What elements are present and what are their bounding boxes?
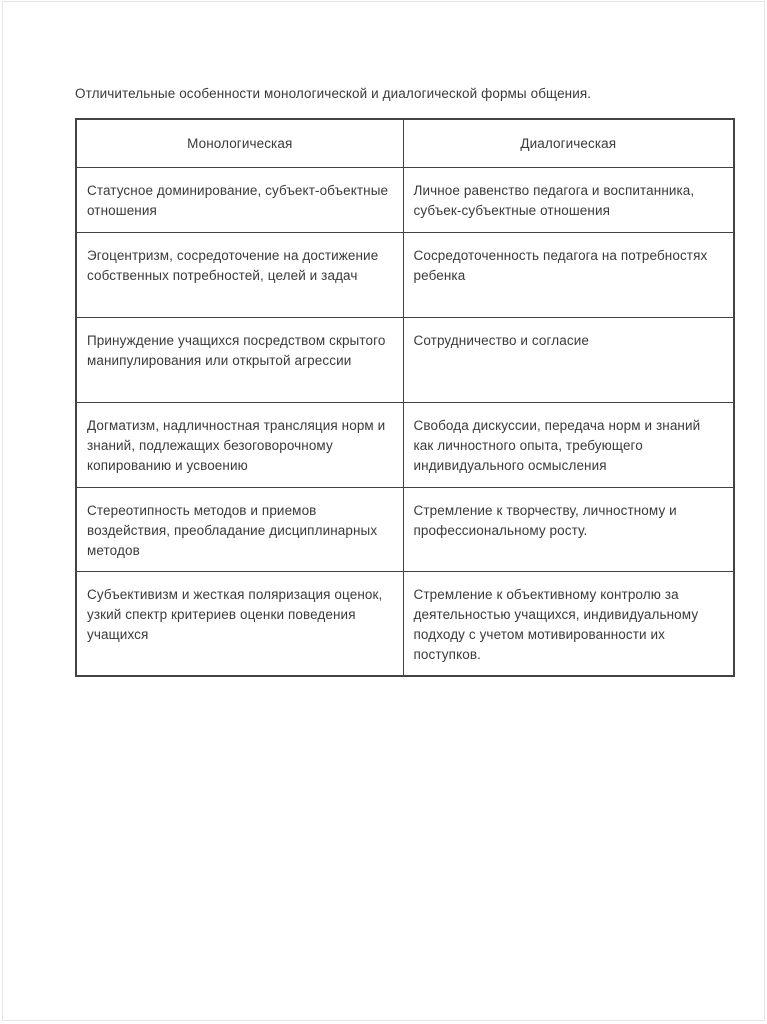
- cell-monological-1: Статусное доминирование, субъект-объектные отношения: [76, 167, 403, 232]
- table-row: [76, 167, 734, 232]
- cell-monological-2: Эгоцентризм, сосредоточение на достижение собственных потребностей, целей и задач: [76, 232, 403, 317]
- document-title: Отличительные особенности монологической и диалогической формы общения.: [75, 86, 592, 101]
- cell-dialogical-6: Стремление к объективному контролю за деятельностью учащихся, индивидуальному подходу с учетом мотивированности их поступков.: [403, 571, 734, 676]
- cell-dialogical-1: Личное равенство педагога и воспитанника, субъек-субъектные отношения: [403, 167, 734, 232]
- table-row: [76, 571, 734, 676]
- table-row: [76, 487, 734, 571]
- cell-monological-4: Догматизм, надличностная трансляция норм и знаний, подлежащих безоговорочному копированию и усвоению: [76, 402, 403, 487]
- cell-dialogical-5: Стремление к творчеству, личностному и профессиональному росту.: [403, 487, 734, 571]
- table-row: [76, 402, 734, 487]
- table-header-row: [76, 119, 734, 167]
- column-header-monological: Монологическая: [76, 119, 403, 167]
- table-row: [76, 317, 734, 402]
- table-row: [76, 232, 734, 317]
- cell-dialogical-4: Свобода дискуссии, передача норм и знаний как личностного опыта, требующего индивидуального осмысления: [403, 402, 734, 487]
- cell-monological-5: Стереотипность методов и приемов воздействия, преобладание дисциплинарных методов: [76, 487, 403, 571]
- column-header-dialogical: Диалогическая: [403, 119, 734, 167]
- cell-monological-6: Субъективизм и жесткая поляризация оценок, узкий спектр критериев оценки поведения учащихся: [76, 571, 403, 676]
- cell-dialogical-3: Сотрудничество и согласие: [403, 317, 734, 402]
- document-page: [75, 85, 733, 677]
- comparison-table: [75, 118, 735, 677]
- cell-monological-3: Принуждение учащихся посредством скрытого манипулирования или открытой агрессии: [76, 317, 403, 402]
- cell-dialogical-2: Сосредоточенность педагога на потребностях ребенка: [403, 232, 734, 317]
